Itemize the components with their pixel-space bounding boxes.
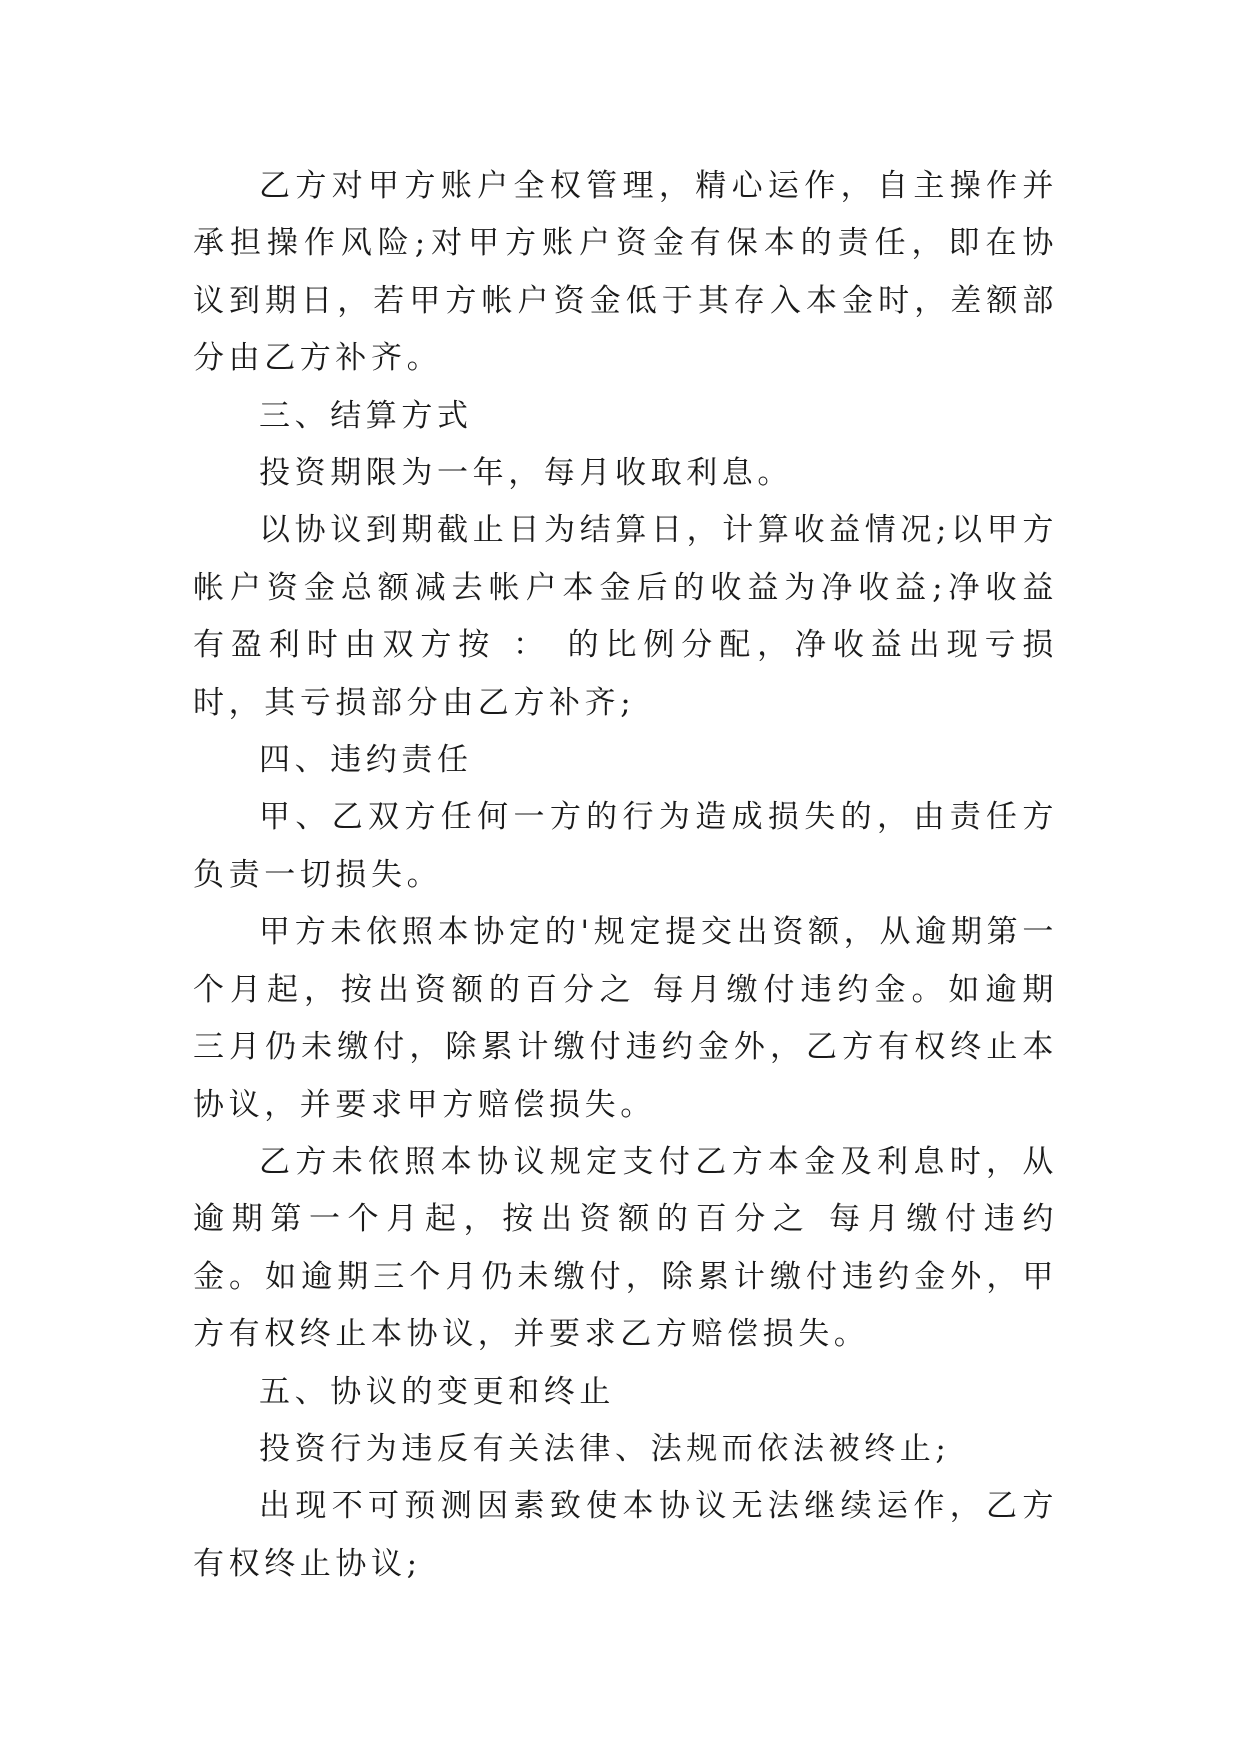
paragraph-party-b-default: 乙方未依照本协议规定支付乙方本金及利息时，从逾期第一个月起，按出资额的百分之 每月缴付违约金。如逾期三个月仍未缴付，除累计缴付违约金外，甲方有权终止本协议，并要求乙方赔偿损失。: [193, 1143, 1058, 1353]
section-heading-change-termination: 五、协议的变更和终止: [259, 1373, 615, 1410]
paragraph-settlement-date: 以协议到期截止日为结算日，计算收益情况;以甲方帐户资金总额减去帐户本金后的收益为净收益;净收益有盈利时由双方按 ： 的比例分配，净收益出现亏损时，其亏损部分由乙方补齐;: [193, 512, 1058, 721]
paragraph-illegal-termination: 投资行为违反有关法律、法规而依法被终止;: [259, 1430, 951, 1467]
paragraph-unforeseen-termination: 出现不可预测因素致使本协议无法继续运作，乙方有权终止协议;: [193, 1488, 1058, 1582]
paragraph-investment-term: 投资期限为一年，每月收取利息。: [259, 455, 793, 492]
document-body: [193, 158, 1058, 1593]
paragraph-liability-general: 甲、乙双方任何一方的行为造成损失的，由责任方负责一切损失。: [193, 799, 1058, 893]
paragraph-party-a-default: 甲方未依照本协定的'规定提交出资额，从逾期第一个月起，按出资额的百分之 每月缴付违约金。如逾期三月仍未缴付，除累计缴付违约金外，乙方有权终止本协议，并要求甲方赔偿损失。: [193, 914, 1058, 1123]
paragraph-management-duty: 乙方对甲方账户全权管理，精心运作，自主操作并承担操作风险;对甲方账户资金有保本的责任，即在协议到期日，若甲方帐户资金低于其存入本金时，差额部分由乙方补齐。: [193, 168, 1058, 377]
section-heading-liability: 四、违约责任: [259, 742, 473, 779]
section-heading-settlement: 三、结算方式: [259, 397, 473, 434]
